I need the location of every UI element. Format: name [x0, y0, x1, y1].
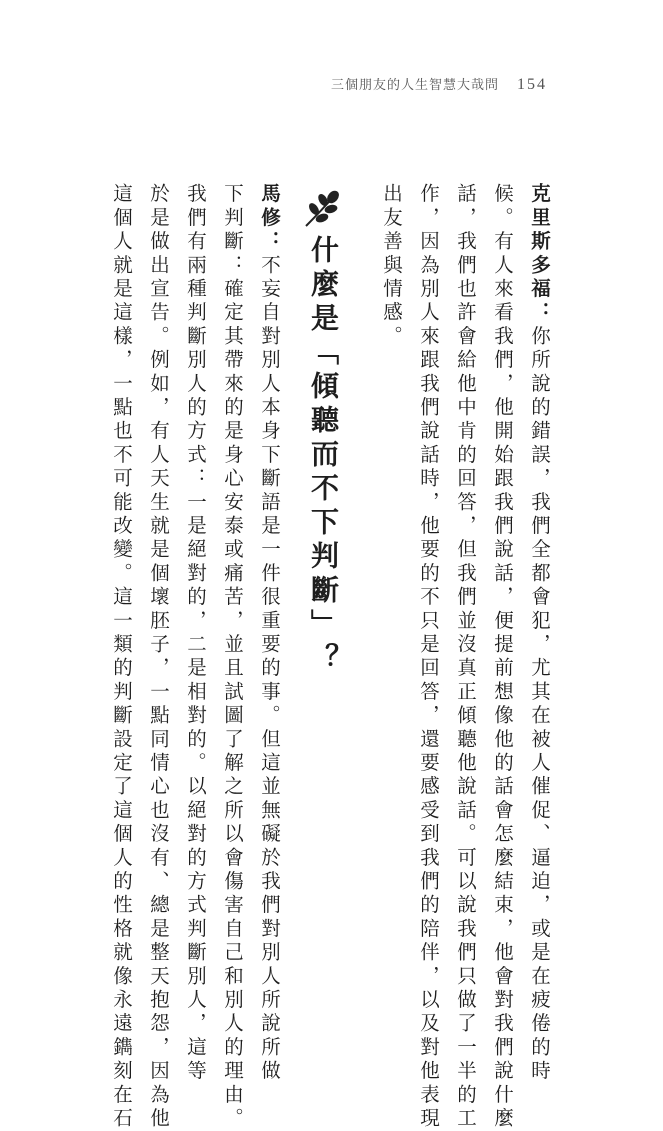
section-heading: 什麼是「傾聽而不下判斷」？	[307, 235, 340, 677]
text-column: 下判斷：確定其帶來的是身心安泰或痛苦，並且試圖了解之所以會傷害自己和別人的理由。	[221, 183, 244, 1131]
text-column: 這個人就是這樣，一點也不可能改變。這一類的判斷設定了這個人的性格就像永遠鐫刻在石	[110, 183, 133, 1131]
running-header-title: 三個朋友的人生智慧大哉問	[330, 78, 499, 93]
speaker-name: 馬修：	[258, 183, 281, 255]
leaf-icon	[300, 188, 342, 230]
text-column	[525, 183, 549, 1084]
page-number: 154	[517, 76, 547, 93]
text-line: 不妄自對別人本身下斷語是一件很重要的事。但這並無礙於我們對別人所說所做	[258, 254, 281, 1084]
text-column: 我們有兩種判斷別人的方式：一是絕對的，二是相對的。以絕對的方式判斷別人，這等	[184, 183, 207, 1084]
text-column: 話，我們也許會給他中肯的回答，但我們並沒真正傾聽他說話。可以說我們只做了一半的工	[454, 183, 477, 1131]
speaker-name: 克里斯多福：	[528, 183, 551, 326]
text-column: 出友善與情感。	[380, 183, 403, 349]
text-column: 候。有人來看我們，他開始跟我們說話，便提前想像他的話會怎麼結束，他會對我們說什麼	[491, 183, 514, 1131]
text-column: 作，因為別人來跟我們說話時，他要的不只是回答，還要感受到我們的陪伴，以及對他表現	[417, 183, 440, 1131]
text-column: 於是做出宣告。例如，有人天生就是個壞胚子，一點同情心也沒有、總是整天抱怨，因為他	[147, 183, 170, 1131]
text-line: 你所說的錯誤，我們全都會犯，尤其在被人催促、逼迫，或是在疲倦的時	[528, 325, 551, 1084]
running-header	[331, 74, 547, 94]
text-column	[255, 183, 279, 1084]
